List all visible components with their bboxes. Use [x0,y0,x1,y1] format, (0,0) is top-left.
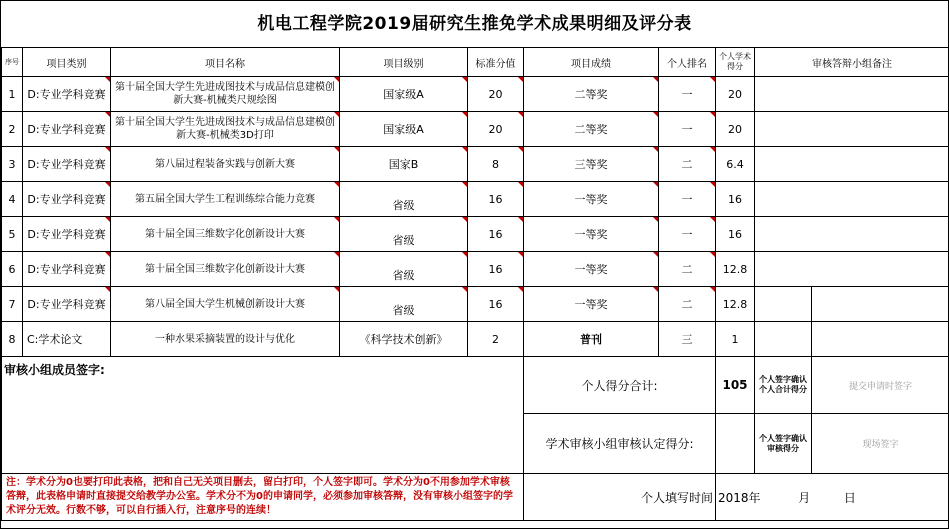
header-level: 项目级别 [340,48,468,77]
fill-month: 月 [798,490,811,505]
page-title: 机电工程学院2019届研究生推免学术成果明细及评分表 [1,1,948,48]
signature-row-1 [2,357,949,414]
cell-score: 16 [716,182,755,217]
cell-score: 20 [716,77,755,112]
cell-category: D:专业学科竞赛 [23,287,111,322]
cell-level: 国家级A [340,77,468,112]
cell-category: D:专业学科竞赛 [23,182,111,217]
table-row [2,217,949,252]
cell-rank: 一 [659,112,716,147]
cell-standard: 16 [468,182,524,217]
cell-remark [755,182,949,217]
cell-level [340,182,468,217]
cell-level [340,217,468,252]
cell-name: 第八届过程装备实践与创新大赛 [111,147,340,182]
header-rank: 个人排名 [659,48,716,77]
submit-sign-hint: 提交申请时签字 [812,357,949,414]
table-row [2,182,949,217]
cell-name: 第十届全国三维数字化创新设计大赛 [111,217,340,252]
cell-rank: 一 [659,77,716,112]
fill-time-label: 个人填写时间 [524,474,716,521]
cell-category: D:专业学科竞赛 [23,147,111,182]
cell-remark [755,112,949,147]
cell-name: 第十届全国大学生先进成图技术与成品信息建模创新大赛-机械类尺规绘图 [111,77,340,112]
cell-rank: 一 [659,182,716,217]
cell-remark [755,77,949,112]
cell-score: 12.8 [716,287,755,322]
cell-remark-b [812,287,949,322]
cell-result: 一等奖 [524,182,659,217]
total-score-value: 105 [716,357,755,414]
header-result: 项目成绩 [524,48,659,77]
cell-level-text: 省级 [392,304,415,317]
cell-remark [755,252,949,287]
cell-rank: 二 [659,252,716,287]
cell-level: 《科学技术创新》 [340,322,468,357]
cell-name: 一种水果采摘装置的设计与优化 [111,322,340,357]
cell-category: C:学术论文 [23,322,111,357]
fill-day: 日 [843,490,856,505]
cell-standard: 16 [468,287,524,322]
cell-standard: 20 [468,77,524,112]
cell-seq: 3 [2,147,23,182]
cell-category: D:专业学科竞赛 [23,252,111,287]
table-row [2,287,949,322]
cell-remark-a [755,322,812,357]
cell-level [340,287,468,322]
cell-result: 二等奖 [524,77,659,112]
cell-seq: 6 [2,252,23,287]
fill-time-date [716,474,949,521]
cell-name: 第十届全国三维数字化创新设计大赛 [111,252,340,287]
cell-score: 1 [716,322,755,357]
cell-result: 普刊 [524,322,659,357]
cell-standard: 2 [468,322,524,357]
cell-seq: 4 [2,182,23,217]
instruction-note: 注：学术分为0也要打印此表格，把和自己无关项目删去，留白打印，个人签字即可。学术分为0不用参加学术审核答辩，此表格申请时直接提交给教学办公室。学术分不为0的申请同学，必须参加审核答辩，没有审核小组签字的学术评分无效。行数不够，可以自行插入行，注意序号的连续！ [2,474,524,521]
total-score-label: 个人得分合计: [524,357,716,414]
cell-remark-b [812,322,949,357]
committee-signature-area: 审核小组成员签字: [2,357,524,474]
header-score: 个人学术得分 [716,48,755,77]
cell-category: D:专业学科竞赛 [23,77,111,112]
cell-score: 16 [716,217,755,252]
cell-seq: 1 [2,77,23,112]
header-standard: 标准分值 [468,48,524,77]
cell-rank: 二 [659,147,716,182]
cell-seq: 5 [2,217,23,252]
table-row [2,322,949,357]
cell-rank: 一 [659,217,716,252]
cell-level-text: 省级 [392,199,415,212]
cell-remark [755,217,949,252]
cell-score: 6.4 [716,147,755,182]
committee-score-value [716,414,755,474]
cell-level: 国家B [340,147,468,182]
cell-name: 第八届全国大学生机械创新设计大赛 [111,287,340,322]
onsite-sign-hint: 现场签字 [812,414,949,474]
cell-level-text: 省级 [392,234,415,247]
table-row [2,77,949,112]
confirm-total-label: 个人签字确认个人合计得分 [755,357,812,414]
table-row [2,252,949,287]
cell-rank: 二 [659,287,716,322]
cell-score: 12.8 [716,252,755,287]
cell-standard: 20 [468,112,524,147]
committee-score-label: 学术审核小组审核认定得分: [524,414,716,474]
cell-seq: 2 [2,112,23,147]
note-row [2,474,949,521]
cell-remark [755,147,949,182]
header-name: 项目名称 [111,48,340,77]
cell-result: 三等奖 [524,147,659,182]
cell-result: 一等奖 [524,217,659,252]
cell-standard: 16 [468,252,524,287]
confirm-review-label: 个人签字确认审核得分 [755,414,812,474]
cell-seq: 8 [2,322,23,357]
cell-rank: 三 [659,322,716,357]
cell-standard: 16 [468,217,524,252]
cell-result: 一等奖 [524,287,659,322]
fill-year: 2018年 [718,490,761,505]
table-row [2,112,949,147]
score-table [1,47,949,521]
header-category: 项目类别 [23,48,111,77]
header-seq: 序号 [2,48,23,77]
header-remark: 审核答辩小组备注 [755,48,949,77]
cell-category: D:专业学科竞赛 [23,112,111,147]
table-header-row [2,48,949,77]
cell-category: D:专业学科竞赛 [23,217,111,252]
cell-level [340,252,468,287]
cell-level: 国家级A [340,112,468,147]
cell-result: 一等奖 [524,252,659,287]
cell-score: 20 [716,112,755,147]
cell-standard: 8 [468,147,524,182]
cell-level-text: 省级 [392,269,415,282]
table-row [2,147,949,182]
cell-remark-a [755,287,812,322]
cell-name: 第五届全国大学生工程训练综合能力竞赛 [111,182,340,217]
cell-name: 第十届全国大学生先进成图技术与成品信息建模创新大赛-机械类3D打印 [111,112,340,147]
cell-result: 二等奖 [524,112,659,147]
cell-seq: 7 [2,287,23,322]
